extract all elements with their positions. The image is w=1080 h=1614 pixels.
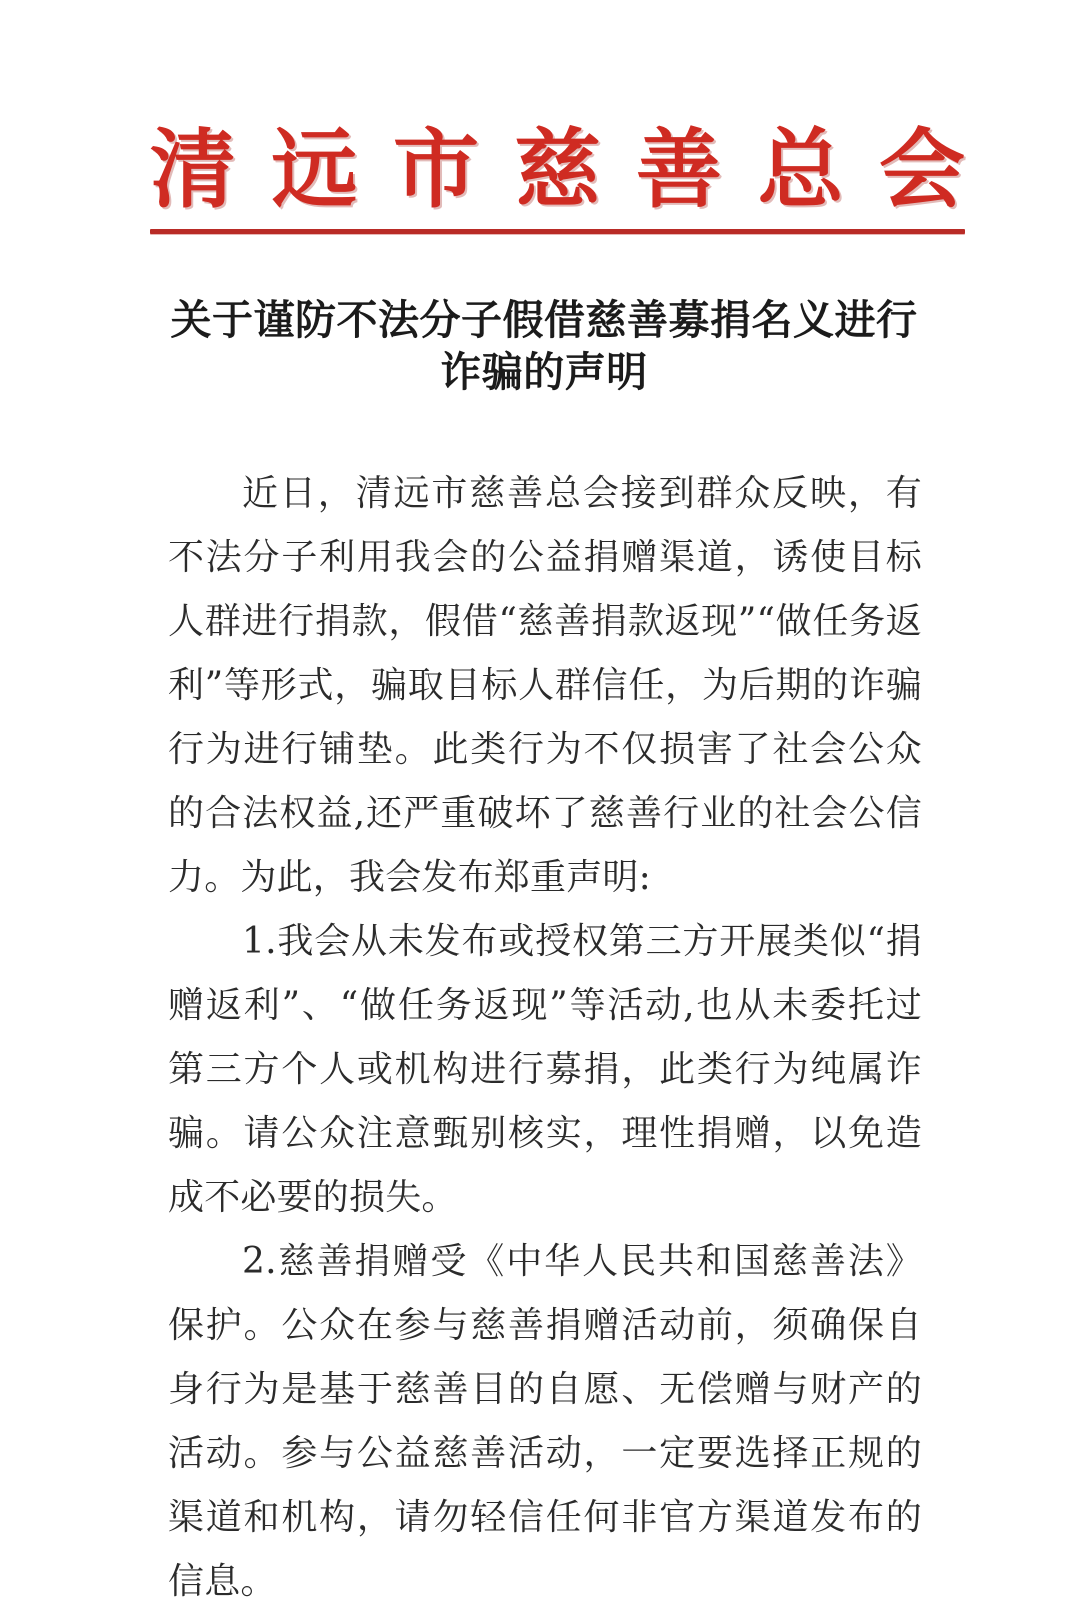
masthead-char-3: 市 — [393, 119, 479, 220]
body-paragraph-item-2: 2.慈善捐赠受《中华人民共和国慈善法》保护。公众在参与慈善捐赠活动前，须确保自身行为是基于慈善目的自愿、无偿赠与财产的活动。参与公益慈善活动，一定要选择正规的渠道和机构，请勿轻信任何非官方渠道发布的信息。 — [168, 1241, 922, 1602]
masthead-char-6: 总 — [757, 119, 844, 220]
letterhead-masthead — [0, 0, 1080, 250]
masthead-char-5: 善 — [636, 119, 722, 220]
masthead-char-4: 慈 — [514, 119, 601, 220]
document-title — [168, 294, 920, 398]
masthead-char-2: 远 — [271, 119, 358, 220]
masthead-char-1: 清 — [150, 119, 236, 220]
organization-name — [150, 118, 965, 222]
document-title-line-2: 诈骗的声明 — [440, 348, 648, 396]
body-paragraph-item-1: 1.我会从未发布或授权第三方开展类似“捐赠返利”、“做任务返现”等活动,也从未委托过第三方个人或机构进行募捐，此类行为纯属诈骗。请公众注意甄别核实，理性捐赠，以免造成不必要的损失。 — [168, 921, 922, 1218]
masthead-char-7: 会 — [879, 119, 965, 220]
letterhead-divider-rule — [150, 229, 965, 234]
document-body — [168, 462, 922, 1614]
document-title-line-1: 关于谨防不法分子假借慈善募捐名义进行 — [170, 296, 918, 344]
body-paragraph-intro: 近日，清远市慈善总会接到群众反映，有不法分子利用我会的公益捐赠渠道，诱使目标人群进行捐款，假借“慈善捐款返现”“做任务返利”等形式，骗取目标人群信任，为后期的诈骗行为进行铺垫。此类行为不仅损害了社会公众的合法权益,还严重破坏了慈善行业的社会公信力。为此，我会发布郑重声明: — [168, 473, 922, 898]
